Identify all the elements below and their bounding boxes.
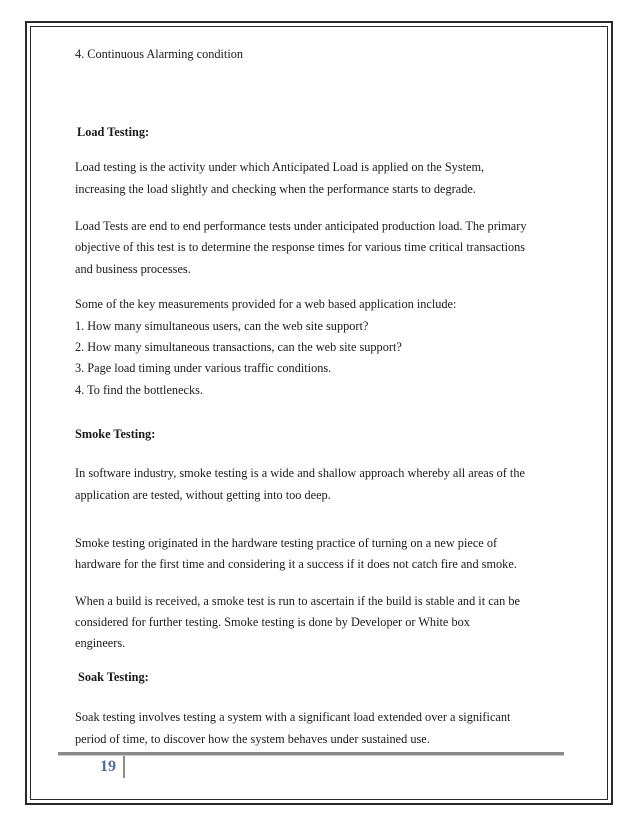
paragraph-line: increasing the load slightly and checking when the performance starts to degrade. xyxy=(75,182,476,196)
list-item: 1. How many simultaneous users, can the web site support? xyxy=(75,319,369,333)
paragraph-line: application are tested, without getting into too deep. xyxy=(75,488,331,502)
footer-rule xyxy=(58,752,564,756)
list-item: 4. To find the bottlenecks. xyxy=(75,383,204,397)
paragraph-line: period of time, to discover how the system behaves under sustained use. xyxy=(75,732,430,746)
paragraph-line: Load Tests are end to end performance tests under anticipated production load. The primary xyxy=(75,219,527,233)
paragraph-line: Soak testing involves testing a system with a significant load extended over a significant xyxy=(75,710,511,724)
section-heading-soak-testing: Soak Testing: xyxy=(78,670,149,684)
paragraph-line: In software industry, smoke testing is a wide and shallow approach whereby all areas of the xyxy=(75,466,525,480)
paragraph-line: hardware for the first time and considering it a success if it does not catch fire and smoke. xyxy=(75,557,517,571)
paragraph-line: and business processes. xyxy=(75,262,191,276)
list-item: 3. Page load timing under various traffic conditions. xyxy=(75,361,332,375)
paragraph-line: considered for further testing. Smoke testing is done by Developer or White box xyxy=(75,615,470,629)
page-number-divider xyxy=(123,756,125,778)
section-heading-smoke-testing: Smoke Testing: xyxy=(75,427,156,441)
section-heading-load-testing: Load Testing: xyxy=(77,125,150,139)
list-item: 2. How many simultaneous transactions, can the web site support? xyxy=(75,340,402,354)
list-item: 4. Continuous Alarming condition xyxy=(75,47,244,61)
paragraph-line: objective of this test is to determine the response times for various time critical transactions xyxy=(75,240,526,254)
paragraph-line: Load testing is the activity under which Anticipated Load is applied on the System, xyxy=(75,160,485,174)
paragraph-line: When a build is received, a smoke test is run to ascertain if the build is stable and it can be xyxy=(75,594,520,608)
paragraph-line: engineers. xyxy=(75,636,126,650)
paragraph-line: Smoke testing originated in the hardware testing practice of turning on a new piece of xyxy=(75,536,498,550)
paragraph-line: Some of the key measurements provided for a web based application include: xyxy=(75,297,457,311)
page-number: 19 xyxy=(100,758,116,775)
